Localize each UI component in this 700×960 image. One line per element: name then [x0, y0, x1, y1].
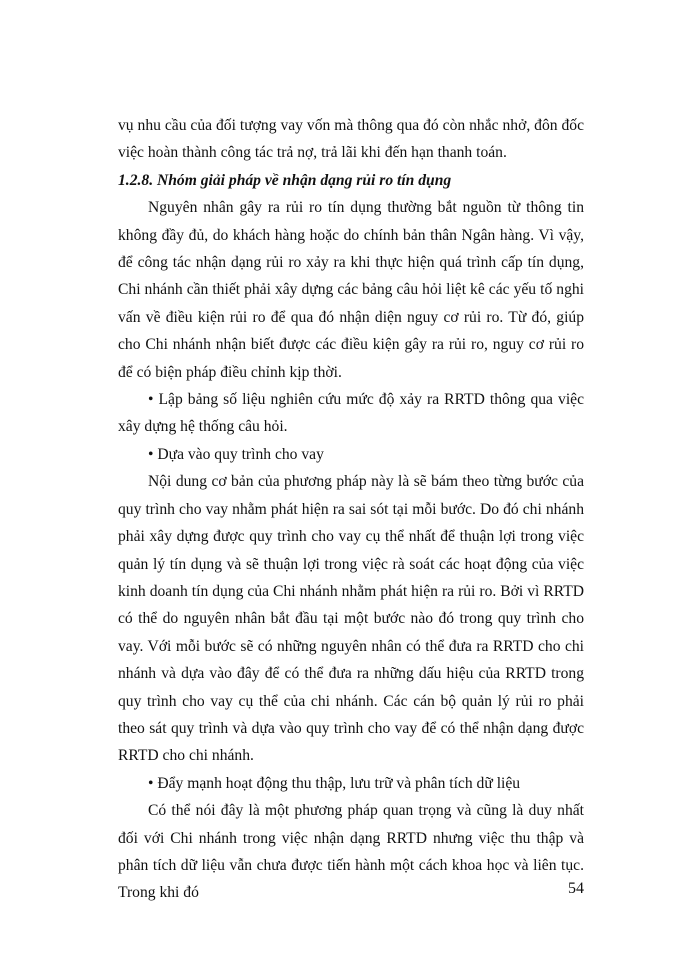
bullet-item: • Dựa vào quy trình cho vay	[148, 445, 324, 463]
body-text	[118, 112, 584, 907]
section-heading: 1.2.8. Nhóm giải pháp về nhận dạng rủi ro tín dụng	[118, 171, 452, 189]
paragraph-continuation: vụ nhu cầu của đối tượng vay vốn mà thông qua đó còn nhắc nhở, đôn đốc việc hoàn thành công tác trả nợ, trả lãi khi đến hạn thanh toán.	[118, 117, 584, 162]
page-number: 54	[568, 880, 584, 897]
bullet-item: • Đẩy mạnh hoạt động thu thập, lưu trữ và phân tích dữ liệu	[148, 774, 521, 792]
paragraph: Có thể nói đây là một phương pháp quan trọng và cũng là duy nhất đối với Chi nhánh trong việc nhận dạng RRTD nhưng việc thu thập và phân tích dữ liệu vẫn chưa được tiến hành một cách khoa học và liên tục. Trong khi đó	[118, 802, 584, 902]
bullet-item: • Lập bảng số liệu nghiên cứu mức độ xảy ra RRTD thông qua việc xây dựng hệ thống câu hỏi.	[118, 391, 584, 436]
paragraph: Nguyên nhân gây ra rủi ro tín dụng thường bắt nguồn từ thông tin không đầy đủ, do khách hàng hoặc do chính bản thân Ngân hàng. Vì vậy, để công tác nhận dạng rủi ro xảy ra khi thực hiện quá trình cấp tín dụng, Chi nhánh cần thiết phải xây dựng các bảng câu hỏi liệt kê các yếu tố nghi vấn về điều kiện rủi ro để qua đó nhận diện nguy cơ rủi ro. Từ đó, giúp cho Chi nhánh nhận biết được các điều kiện gây ra rủi ro, nguy cơ rủi ro để có biện pháp điều chỉnh kịp thời.	[118, 199, 584, 381]
paragraph: Nội dung cơ bản của phương pháp này là sẽ bám theo từng bước của quy trình cho vay nhằm phát hiện ra sai sót tại mỗi bước. Do đó chi nhánh phải xây dựng được quy trình cho vay cụ thể nhất để thuận lợi trong việc quản lý tín dụng và sẽ thuận lợi trong việc rà soát các hoạt động của việc kinh doanh tín dụng của Chi nhánh nhằm phát hiện ra rủi ro. Bởi vì RRTD có thể do nguyên nhân bắt đầu tại một bước nào đó trong quy trình cho vay. Với mỗi bước sẽ có những nguyên nhân có thể đưa ra RRTD cho chi nhánh và dựa vào đây để có thể đưa ra những dấu hiệu của RRTD trong quy trình cho vay cụ thể của chi nhánh. Các cán bộ quản lý rủi ro phải theo sát quy trình và dựa vào quy trình cho vay để có thể nhận dạng được RRTD cho chi nhánh.	[118, 473, 584, 765]
